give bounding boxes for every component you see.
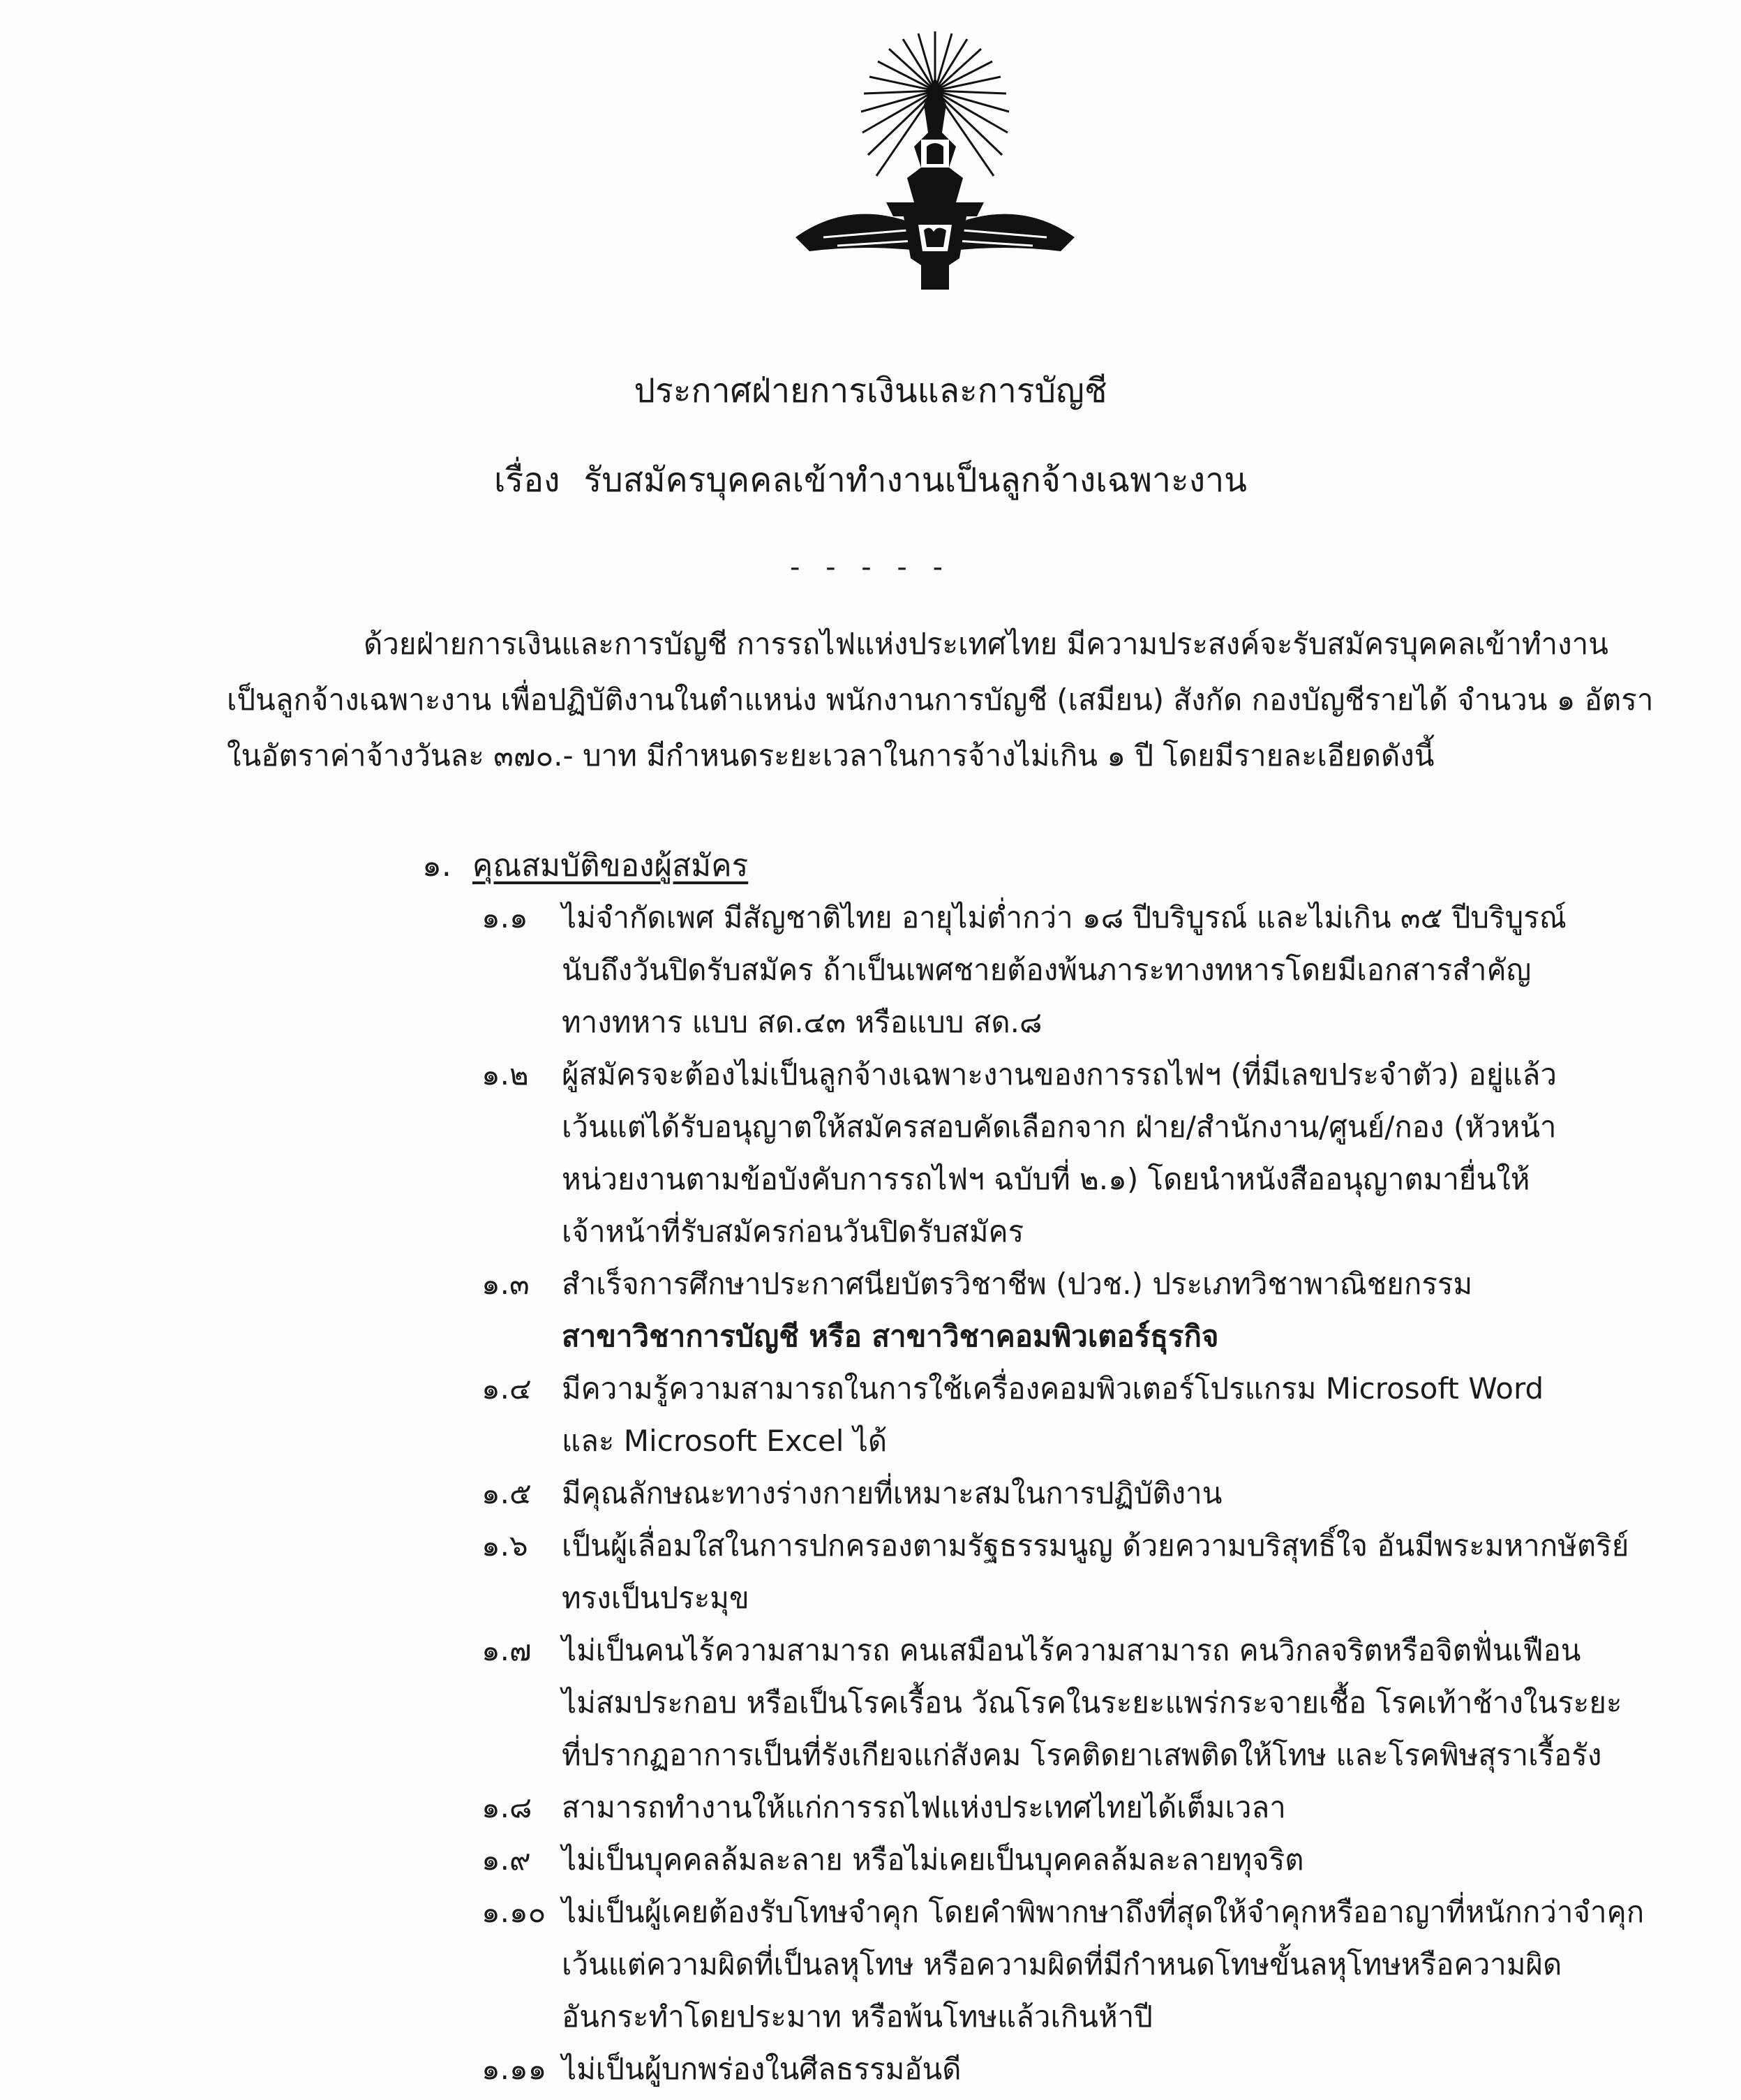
item-line: หน่วยงานตามข้อบังคับการรถไฟฯ ฉบับที่ ๒.๑) โดยนำหนังสืออนุญาตมายื่นให้ (562, 1162, 1530, 1196)
item-line: ไม่เป็นผู้เคยต้องรับโทษจำคุก โดยคำพิพากษาถึงที่สุดให้จำคุกหรืออาญาที่หนักกว่าจำคุก (562, 1895, 1645, 1929)
subject-text: รับสมัครบุคคลเข้าทำงานเป็นลูกจ้างเฉพาะงาน (583, 461, 1247, 500)
item-line: มีความรู้ความสามารถในการใช้เครื่องคอมพิวเตอร์โปรแกรม Microsoft Word (562, 1371, 1544, 1406)
item-line: เจ้าหน้าที่รับสมัครก่อนวันปิดรับสมัคร (562, 1214, 1024, 1249)
intro-line: ด้วยฝ่ายการเงินและการบัญชี การรถไฟแห่งประเทศไทย มีความประสงค์จะรับสมัครบุคคลเข้าทำงาน (364, 627, 1608, 661)
item-line: อันกระทำโดยประมาท หรือพ้นโทษแล้วเกินห้าปี (562, 2000, 1153, 2034)
item-number: ๑.๓ (481, 1267, 530, 1301)
item-line: และ Microsoft Excel ได้ (562, 1424, 888, 1458)
item-line: มีคุณลักษณะทางร่างกายที่เหมาะสมในการปฏิบัติงาน (562, 1476, 1223, 1510)
item-line: ไม่จำกัดเพศ มีสัญชาติไทย อายุไม่ต่ำกว่า ๑๘ ปีบริบูรณ์ และไม่เกิน ๓๕ ปีบริบูรณ์ (562, 900, 1567, 934)
item-line: ที่ปรากฏอาการเป็นที่รังเกียจแก่สังคม โรคติดยาเสพติดให้โทษ และโรคพิษสุราเรื้อรัง (562, 1738, 1602, 1772)
item-line: ไม่สมประกอบ หรือเป็นโรคเรื้อน วัณโรคในระยะแพร่กระจายเชื้อ โรคเท้าช้างในระยะ (562, 1685, 1622, 1720)
item-number: ๑.๑๑ (481, 2052, 547, 2086)
item-line: เว้นแต่ได้รับอนุญาตให้สมัครสอบคัดเลือกจาก ฝ่าย/สำนักงาน/ศูนย์/กอง (หัวหน้า (562, 1110, 1557, 1144)
section-number: ๑. (422, 848, 451, 884)
item-number: ๑.๑ (481, 900, 528, 934)
item-number: ๑.๗ (481, 1633, 532, 1667)
item-line: ไม่เป็นคนไร้ความสามารถ คนเสมือนไร้ความสามารถ คนวิกลจริตหรือจิตฟั่นเฟือน (562, 1633, 1581, 1667)
item-line: สามารถทำงานให้แก่การรถไฟแห่งประเทศไทยได้เต็มเวลา (562, 1790, 1286, 1824)
section-heading (422, 841, 748, 890)
item-number: ๑.๘ (481, 1790, 532, 1824)
item-line: ไม่เป็นบุคคลล้มละลาย หรือไม่เคยเป็นบุคคลล้มละลายทุจริต (562, 1842, 1304, 1877)
item-line: สำเร็จการศึกษาประกาศนียบัตรวิชาชีพ (ปวช.) ประเภทวิชาพาณิชยกรรม (562, 1267, 1473, 1301)
subject-label: เรื่อง (494, 461, 560, 500)
railway-emblem-icon (782, 28, 1089, 293)
intro-line: ในอัตราค่าจ้างวันละ ๓๗๐.- บาท มีกำหนดระยะเวลาในการจ้างไม่เกิน ๑ ปี โดยมีรายละเอียดดังนี้ (227, 738, 1435, 773)
item-number: ๑.๒ (481, 1057, 529, 1092)
item-line: ทรงเป็นประมุข (562, 1581, 749, 1615)
item-number: ๑.๖ (481, 1528, 528, 1563)
announcement-subject (0, 459, 1741, 501)
item-line: ไม่เป็นผู้บกพร่องในศีลธรรมอันดี (562, 2052, 962, 2086)
item-number: ๑.๕ (481, 1476, 532, 1510)
item-line: เป็นผู้เลื่อมใสในการปกครองตามรัฐธรรมนูญ ด้วยความบริสุทธิ์ใจ อันมีพระมหากษัตริย์ (562, 1528, 1629, 1563)
separator: - - - - - (789, 551, 952, 583)
announcement-title: ประกาศฝ่ายการเงินและการบัญชี (634, 371, 1107, 410)
item-number: ๑.๔ (481, 1371, 532, 1406)
item-number: ๑.๑๐ (481, 1895, 546, 1929)
item-line: ทางทหาร แบบ สด.๔๓ หรือแบบ สด.๘ (562, 1005, 1043, 1039)
item-number: ๑.๙ (481, 1842, 531, 1877)
section-title: คุณสมบัติของผู้สมัคร (472, 848, 749, 884)
item-line: ผู้สมัครจะต้องไม่เป็นลูกจ้างเฉพาะงานของการรถไฟฯ (ที่มีเลขประจำตัว) อยู่แล้ว (562, 1057, 1557, 1092)
item-line-bold: สาขาวิชาการบัญชี หรือ สาขาวิชาคอมพิวเตอร์ธุรกิจ (562, 1319, 1219, 1353)
intro-line: เป็นลูกจ้างเฉพาะงาน เพื่อปฏิบัติงานในตำแหน่ง พนักงานการบัญชี (เสมียน) สังกัด กองบัญชีรายได้ จำนวน ๑ อัตรา (227, 683, 1654, 717)
item-line: นับถึงวันปิดรับสมัคร ถ้าเป็นเพศชายต้องพ้นภาระทางทหารโดยมีเอกสารสำคัญ (562, 953, 1532, 987)
item-line: เว้นแต่ความผิดที่เป็นลหุโทษ หรือความผิดที่มีกำหนดโทษขั้นลหุโทษหรือความผิด (562, 1947, 1562, 1981)
